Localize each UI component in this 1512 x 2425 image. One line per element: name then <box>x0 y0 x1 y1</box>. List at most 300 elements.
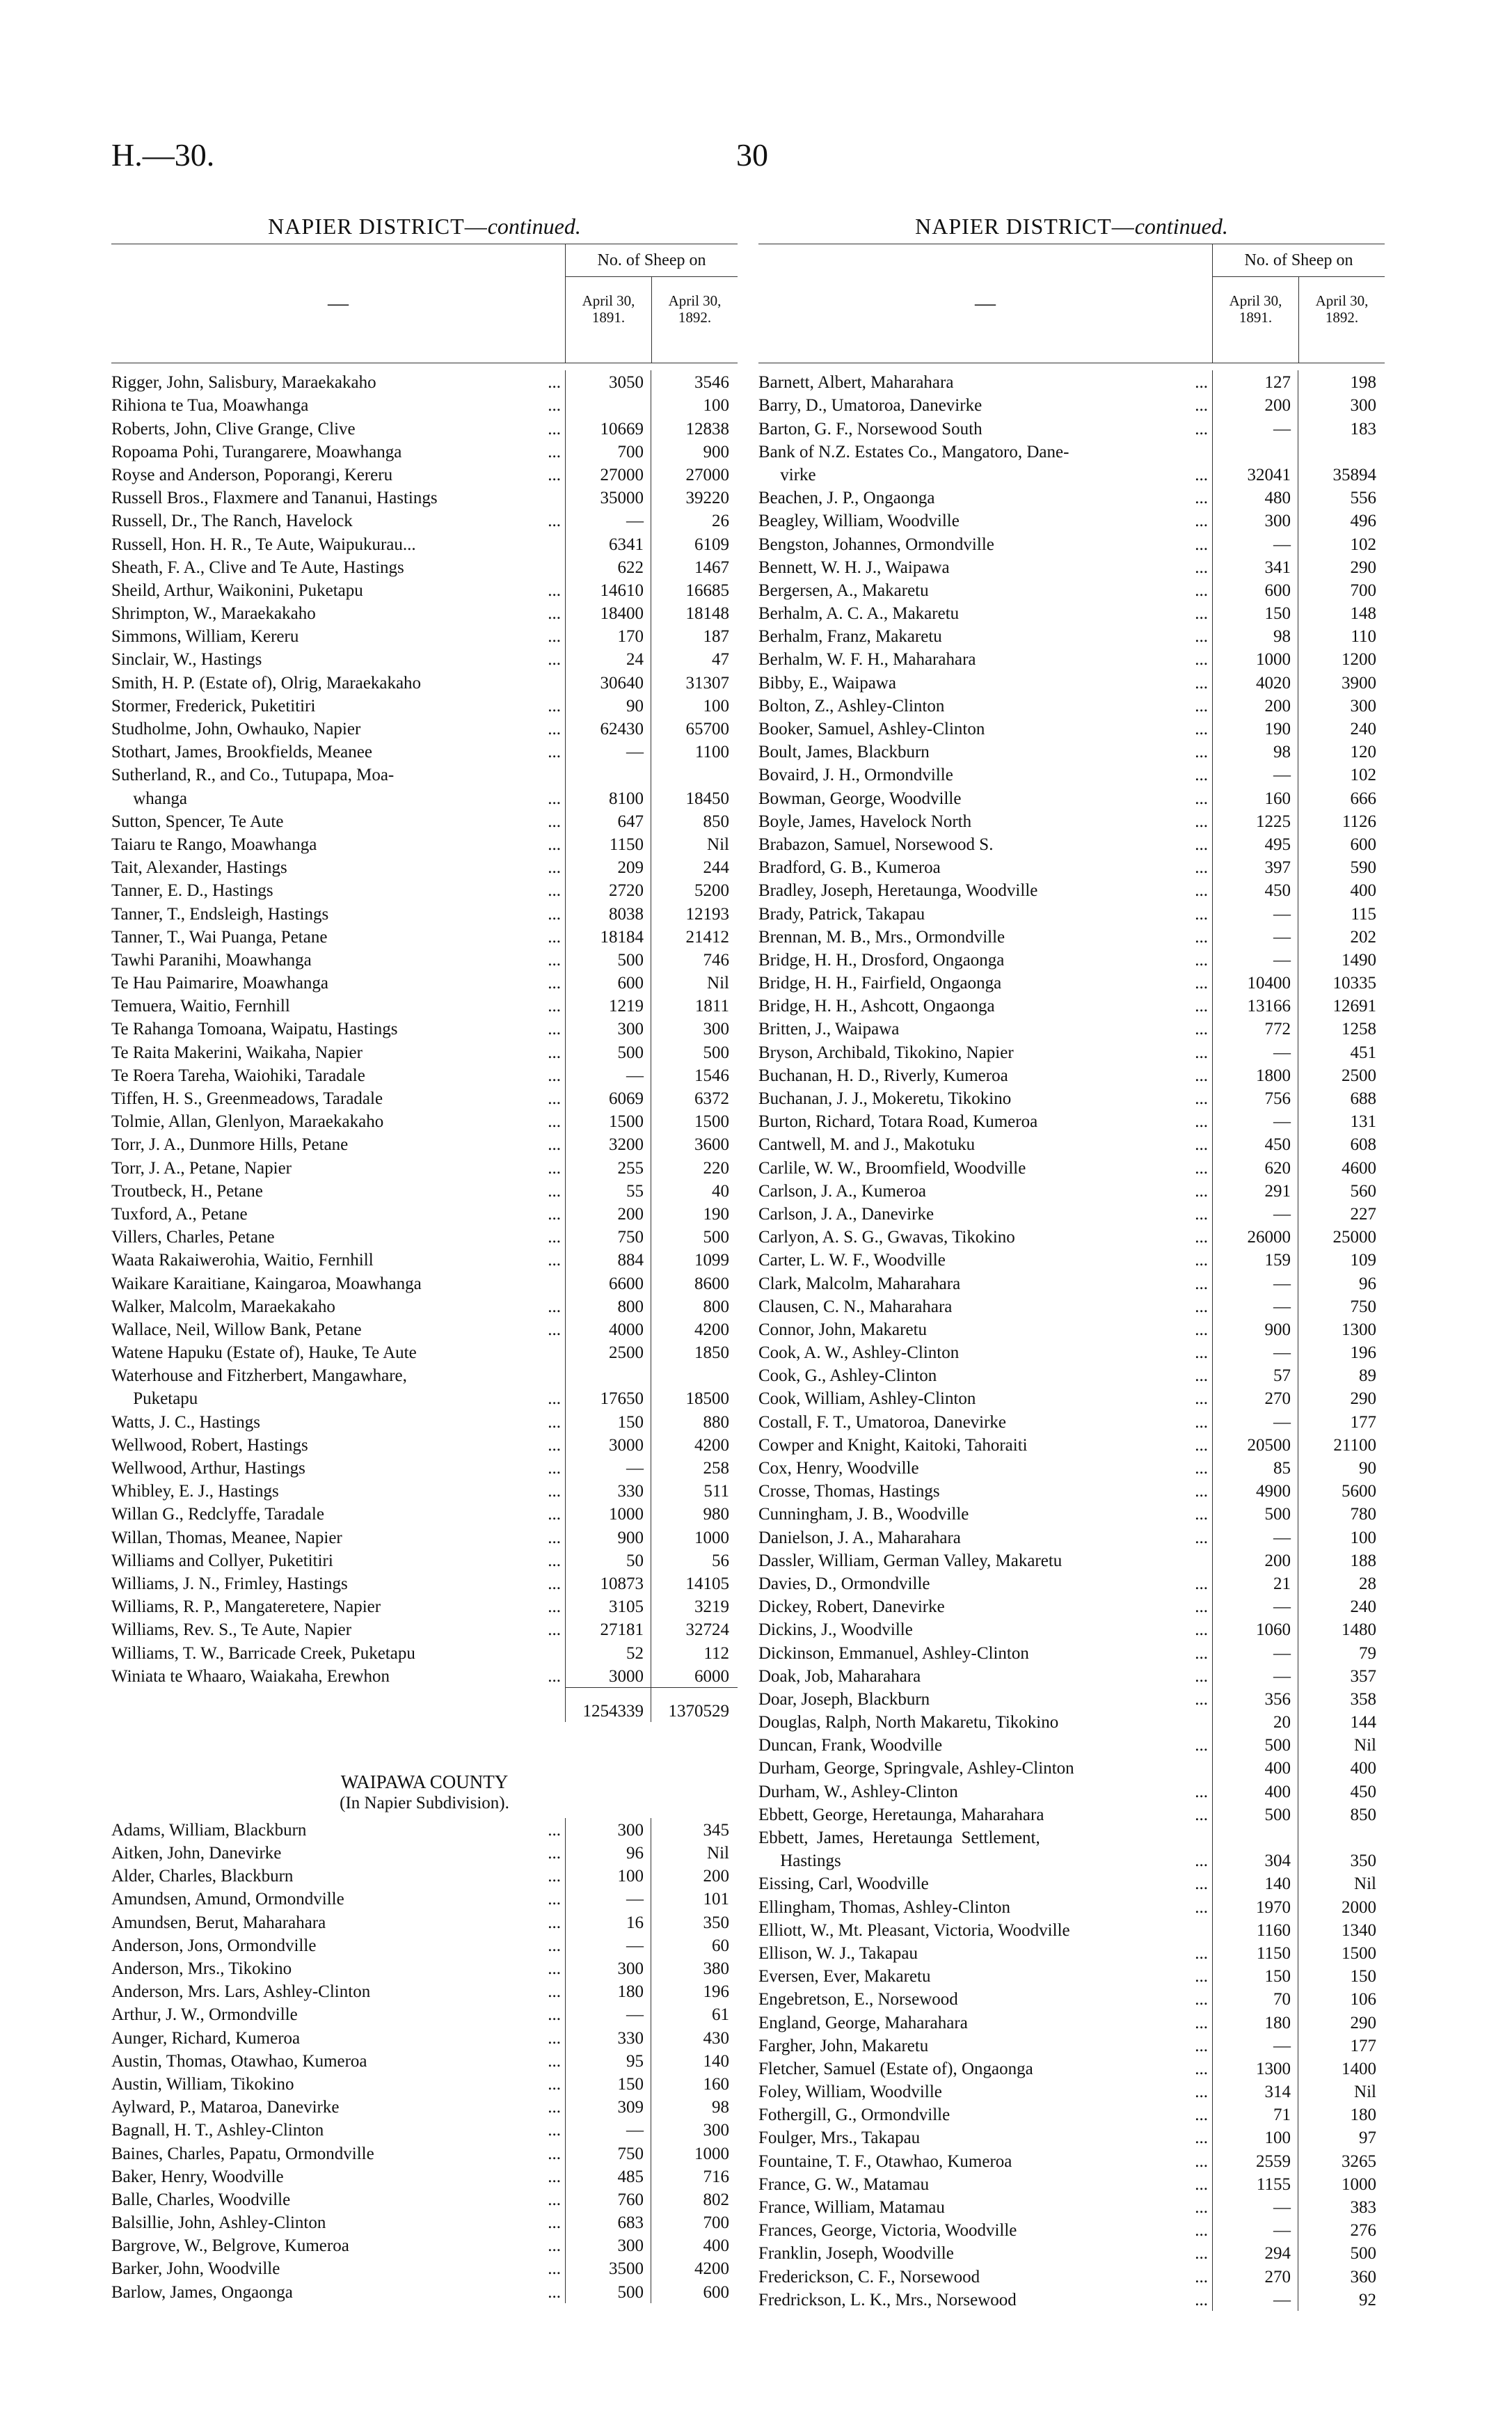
row-leader: ... <box>1195 1897 1208 1917</box>
row-value-1892: 400 <box>1298 878 1385 901</box>
row-value-1891: 500 <box>565 948 651 971</box>
row-name-text: Carlson, J. A., Kumeroa <box>758 1181 926 1201</box>
row-value-1892: 56 <box>651 1549 738 1572</box>
row-leader: ... <box>1195 904 1208 924</box>
row-value-1891: 27181 <box>565 1618 651 1641</box>
row-name <box>111 1065 565 1087</box>
row-name-text: Simmons, William, Kereru <box>111 627 299 647</box>
row-name <box>111 441 565 463</box>
row-name <box>758 1735 1212 1756</box>
row-name <box>758 1065 1212 1087</box>
row-value-1891: 300 <box>565 1818 651 1841</box>
table-row <box>111 901 738 924</box>
row-name-text: Williams and Collyer, Puketitiri <box>111 1551 333 1570</box>
row-value-1892: 600 <box>1298 832 1385 855</box>
row-leader: ... <box>1195 743 1208 762</box>
row-name <box>758 1619 1212 1641</box>
row-value-1891: 2559 <box>1212 2149 1298 2172</box>
row-value-1892: 10335 <box>1298 971 1385 994</box>
table-row <box>758 1595 1385 1618</box>
row-value-1891: 57 <box>1212 1364 1298 1387</box>
table-row <box>758 1271 1385 1294</box>
row-name-text: Austin, Thomas, Otawhao, Kumeroa <box>111 2051 367 2071</box>
row-leader: ... <box>548 1936 561 1955</box>
right-column-title <box>758 209 1385 244</box>
row-name <box>758 603 1212 624</box>
row-name <box>111 1158 565 1179</box>
row-name <box>111 1643 565 1664</box>
row-value-1891: 3500 <box>565 2257 651 2280</box>
table-row <box>111 1202 738 1225</box>
table-row <box>758 1017 1385 1040</box>
row-name <box>111 1912 565 1934</box>
table-row <box>758 393 1385 416</box>
row-name <box>111 718 565 740</box>
row-name <box>758 649 1212 670</box>
table-row <box>111 1595 738 1618</box>
row-name-text: France, G. W., Matamau <box>758 2174 930 2194</box>
row-value-1892: 1500 <box>1298 1941 1385 1964</box>
row-name <box>758 2151 1212 2172</box>
row-name <box>111 2096 565 2118</box>
row-value-1891: 20 <box>1212 1710 1298 1733</box>
row-name <box>758 1226 1212 1248</box>
table-row <box>111 1502 738 1525</box>
row-name <box>758 1712 1212 1733</box>
table-row <box>758 2218 1385 2241</box>
table-row <box>758 1826 1385 1849</box>
row-name-text: Bengston, Johannes, Ormondville <box>758 535 994 554</box>
row-value-1891: 291 <box>1212 1179 1298 1202</box>
row-name-text: Dassler, William, German Valley, Makaretu <box>758 1551 1063 1570</box>
row-name-text: Wallace, Neil, Willow Bank, Petane <box>111 1320 362 1339</box>
row-value-1891: 209 <box>565 855 651 878</box>
row-value-1892: 18148 <box>651 601 738 624</box>
row-value-1892: 1000 <box>651 1525 738 1548</box>
row-value-1892: 220 <box>651 1155 738 1178</box>
row-value-1892: 666 <box>1298 786 1385 809</box>
row-name-text: Anderson, Mrs. Lars, Ashley-Clinton <box>111 1982 371 2002</box>
row-value-1891: 16 <box>565 1910 651 1933</box>
row-value-1891: 1000 <box>1212 647 1298 670</box>
row-leader: ... <box>548 396 561 416</box>
left-title-continued: continued. <box>487 214 581 239</box>
row-leader: ... <box>1195 1597 1208 1617</box>
row-value-1891: 1800 <box>1212 1064 1298 1087</box>
row-leader: ... <box>1195 1574 1208 1593</box>
row-leader: ... <box>1195 1736 1208 1755</box>
row-value-1891: — <box>1212 1202 1298 1225</box>
row-value-1892: 5600 <box>1298 1479 1385 1502</box>
row-name <box>758 1342 1212 1364</box>
row-name <box>758 1319 1212 1341</box>
row-value-1892: 100 <box>1298 1525 1385 1548</box>
row-name-text: Tanner, T., Endsleigh, Hastings <box>111 904 329 924</box>
row-value-1891: 4000 <box>565 1318 651 1341</box>
row-value-1891: 90 <box>565 694 651 717</box>
row-value-1892: 350 <box>1298 1849 1385 1872</box>
row-leader: ... <box>1195 1505 1208 1524</box>
row-name <box>758 695 1212 717</box>
row-name-text: Durham, George, Springvale, Ashley-Clinton <box>758 1759 1074 1778</box>
row-name-text: Shrimpton, W., Maraekakaho <box>111 604 316 624</box>
row-value-1891: 35000 <box>565 486 651 509</box>
row-name-text: Tolmie, Allan, Glenlyon, Maraekakaho <box>111 1112 384 1132</box>
row-value-1892: 1480 <box>1298 1618 1385 1641</box>
row-value-1892: 177 <box>1298 1409 1385 1432</box>
row-value-1892: 258 <box>651 1456 738 1479</box>
row-leader: ... <box>1195 1135 1208 1155</box>
row-name-text: Carlile, W. W., Broomfield, Woodville <box>758 1158 1026 1178</box>
row-name <box>758 718 1212 740</box>
row-name-text: Smith, H. P. (Estate of), Olrig, Maraekakaho <box>111 673 422 693</box>
table-row <box>758 971 1385 994</box>
row-name <box>758 1042 1212 1064</box>
row-leader: ... <box>1195 1274 1208 1293</box>
table-row <box>111 1341 738 1364</box>
row-value-1891: 294 <box>1212 2241 1298 2264</box>
row-name <box>758 418 1212 440</box>
row-value-1892: 4200 <box>651 1318 738 1341</box>
row-name-text: Sutton, Spencer, Te Aute <box>111 812 284 831</box>
row-name <box>758 2012 1212 2034</box>
row-name <box>758 1527 1212 1549</box>
row-value-1892: 3265 <box>1298 2149 1385 2172</box>
row-leader: ... <box>1195 1066 1208 1085</box>
row-leader: ... <box>548 1297 561 1316</box>
row-leader: ... <box>548 812 561 831</box>
table-row <box>111 855 738 878</box>
row-value-1892: 560 <box>1298 1179 1385 1202</box>
row-name-text: Wellwood, Robert, Hastings <box>111 1435 308 1455</box>
table-row <box>758 948 1385 971</box>
row-value-1892: 1126 <box>1298 809 1385 832</box>
row-value-1892: 880 <box>651 1409 738 1432</box>
table-row <box>758 1849 1385 1872</box>
row-name-text: Tanner, T., Wai Puanga, Petane <box>111 927 328 947</box>
row-leader: ... <box>548 881 561 901</box>
table-row <box>111 878 738 901</box>
row-value-1892: 79 <box>1298 1641 1385 1664</box>
row-value-1891: 200 <box>565 1202 651 1225</box>
row-name <box>758 1458 1212 1479</box>
table-row <box>758 1941 1385 1964</box>
document-reference: H.—30. <box>111 137 215 173</box>
row-value-1891: 356 <box>1212 1687 1298 1710</box>
row-value-1892: 110 <box>1298 624 1385 647</box>
table-row <box>111 1387 738 1409</box>
row-value-1891 <box>1212 440 1298 463</box>
row-leader: ... <box>548 1620 561 1640</box>
right-col-1892-header: April 30, 1892. <box>1298 277 1385 363</box>
row-leader: ... <box>1195 650 1208 670</box>
row-value-1892: 60 <box>651 1934 738 1957</box>
row-value-1892: 4200 <box>651 1433 738 1456</box>
row-name <box>758 1249 1212 1271</box>
row-value-1891: 255 <box>565 1155 651 1178</box>
row-value-1891: 1500 <box>565 1109 651 1132</box>
right-sheep-header: No. of Sheep on <box>1213 244 1385 277</box>
row-leader: ... <box>548 2051 561 2071</box>
row-value-1891: 180 <box>1212 2010 1298 2033</box>
row-name <box>111 557 565 578</box>
right-title-continued: continued. <box>1134 214 1228 239</box>
left-title-main: NAPIER DISTRICT— <box>268 214 488 239</box>
table-row <box>111 717 738 740</box>
table-row <box>758 1895 1385 1918</box>
row-name <box>758 1897 1212 1918</box>
row-value-1891: 159 <box>1212 1248 1298 1271</box>
left-total-1891: 1254339 <box>565 1687 651 1722</box>
row-value-1892: 345 <box>651 1818 738 1841</box>
row-name <box>758 949 1212 971</box>
row-value-1892: 590 <box>1298 855 1385 878</box>
row-value-1891: 700 <box>565 440 651 463</box>
row-value-1892: 608 <box>1298 1132 1385 1155</box>
row-name <box>111 603 565 624</box>
row-leader: ... <box>1195 673 1208 693</box>
row-leader: ... <box>548 1913 561 1932</box>
row-name-text: Bridge, H. H., Fairfield, Ongaonga <box>758 974 1002 993</box>
row-name-text: Watts, J. C., Hastings <box>111 1412 260 1432</box>
row-name <box>111 1042 565 1064</box>
row-leader: ... <box>548 1389 561 1409</box>
row-leader: ... <box>1195 1620 1208 1640</box>
row-leader: ... <box>548 419 561 439</box>
table-row <box>758 1525 1385 1548</box>
row-value-1891: 17650 <box>565 1387 651 1409</box>
row-leader: ... <box>1195 881 1208 901</box>
row-name-text: Davies, D., Ormondville <box>758 1574 930 1593</box>
row-value-1892: 90 <box>1298 1456 1385 1479</box>
row-name-text: Balsillie, John, Ashley-Clinton <box>111 2213 326 2233</box>
row-leader: ... <box>1195 835 1208 854</box>
table-row <box>758 624 1385 647</box>
row-name-text: Tait, Alexander, Hastings <box>111 858 287 878</box>
row-name-text: Carlyon, A. S. G., Gwavas, Tikokino <box>758 1228 1015 1247</box>
table-row <box>111 1132 738 1155</box>
row-leader: ... <box>548 1320 561 1339</box>
table-row <box>111 832 738 855</box>
row-value-1891: 1150 <box>1212 1941 1298 1964</box>
table-row <box>758 2057 1385 2080</box>
row-value-1891: 760 <box>565 2188 651 2211</box>
table-row <box>758 1502 1385 1525</box>
row-value-1892: 1490 <box>1298 948 1385 971</box>
row-name <box>111 2166 565 2188</box>
row-value-1891: 13166 <box>1212 994 1298 1017</box>
row-name-text: Doak, Job, Maharahara <box>758 1666 921 1686</box>
row-value-1892: 21100 <box>1298 1433 1385 1456</box>
row-name-text: Sutherland, R., and Co., Tutupapa, Moa- <box>111 766 395 785</box>
row-value-1891: 397 <box>1212 855 1298 878</box>
row-name-text: Barnett, Albert, Maharahara <box>758 373 954 393</box>
row-value-1892: 198 <box>1298 370 1385 393</box>
table-row <box>111 509 738 532</box>
row-leader: ... <box>548 1959 561 1978</box>
table-row <box>111 1980 738 2003</box>
row-leader: ... <box>548 1020 561 1039</box>
row-value-1892: Nil <box>1298 1733 1385 1756</box>
row-leader: ... <box>1195 858 1208 878</box>
row-name-text: Cantwell, M. and J., Makotuku <box>758 1135 976 1155</box>
table-row <box>111 1456 738 1479</box>
row-value-1892: Nil <box>651 832 738 855</box>
row-value-1891: — <box>1212 532 1298 555</box>
row-leader: ... <box>1195 2083 1208 2102</box>
table-row <box>111 1957 738 1980</box>
row-value-1891: 127 <box>1212 370 1298 393</box>
table-row <box>111 2141 738 2164</box>
row-value-1891: 750 <box>565 1225 651 1248</box>
row-value-1891: 756 <box>1212 1087 1298 1109</box>
row-name-text: Russell Bros., Flaxmere and Tananui, Hastings <box>111 489 438 508</box>
row-leader: ... <box>1195 1482 1208 1501</box>
row-name <box>111 1273 565 1295</box>
row-value-1891: 3050 <box>565 370 651 393</box>
row-value-1892: 300 <box>1298 393 1385 416</box>
row-value-1892: 290 <box>1298 2010 1385 2033</box>
row-name <box>758 926 1212 948</box>
row-name <box>111 857 565 878</box>
row-name <box>111 1981 565 2003</box>
row-value-1892: 1500 <box>651 1109 738 1132</box>
table-row <box>111 1934 738 1957</box>
row-value-1891: 96 <box>565 1841 651 1864</box>
row-name-text: Barlow, James, Ongaonga <box>111 2282 293 2302</box>
row-value-1891: 170 <box>565 624 651 647</box>
row-value-1892: 3900 <box>1298 670 1385 693</box>
row-name-text: Torr, J. A., Petane, Napier <box>111 1158 292 1178</box>
row-leader: ... <box>548 2028 561 2048</box>
row-name <box>758 1365 1212 1387</box>
row-leader: ... <box>1195 1204 1208 1224</box>
row-leader: ... <box>1195 535 1208 554</box>
table-row <box>758 1318 1385 1341</box>
row-name-text: virke <box>758 465 816 484</box>
row-value-1891: — <box>565 1064 651 1087</box>
row-value-1892: 2500 <box>1298 1064 1385 1087</box>
waipawa-county-title: WAIPAWA COUNTY <box>340 1771 509 1792</box>
row-name-text: Studholme, John, Owhauko, Napier <box>111 720 361 738</box>
left-total-1892: 1370529 <box>651 1687 738 1722</box>
row-leader: ... <box>548 512 561 531</box>
row-leader: ... <box>548 1412 561 1432</box>
table-row <box>758 1295 1385 1318</box>
left-column <box>111 209 738 2303</box>
row-name <box>111 2282 565 2303</box>
row-name <box>111 695 565 717</box>
row-name-text: Stothart, James, Brookfields, Meanee <box>111 743 372 762</box>
row-value-1891 <box>565 393 651 416</box>
row-name-text: Bargrove, W., Belgrove, Kumeroa <box>111 2236 349 2256</box>
row-value-1891: — <box>1212 1341 1298 1364</box>
row-value-1892: 980 <box>651 1502 738 1525</box>
row-name <box>758 1388 1212 1409</box>
row-leader: ... <box>548 858 561 878</box>
row-value-1891: 1970 <box>1212 1895 1298 1918</box>
row-name-text: Royse and Anderson, Poporangi, Kereru <box>111 465 393 484</box>
row-value-1892: 500 <box>651 1225 738 1248</box>
row-name-text: Fountaine, T. F., Otawhao, Kumeroa <box>758 2151 1012 2171</box>
row-name <box>111 1819 565 1841</box>
table-row <box>758 2264 1385 2287</box>
row-value-1892: 430 <box>651 2025 738 2048</box>
row-value-1892: 496 <box>1298 509 1385 532</box>
table-row <box>111 2188 738 2211</box>
row-value-1892: 140 <box>651 2049 738 2072</box>
row-name <box>111 395 565 416</box>
row-name <box>111 880 565 901</box>
table-row <box>758 1109 1385 1132</box>
row-name-text: Buchanan, H. D., Riverly, Kumeroa <box>758 1066 1008 1085</box>
table-row <box>758 2103 1385 2126</box>
row-name <box>111 1203 565 1225</box>
row-value-1892: 39220 <box>651 486 738 509</box>
row-leader: ... <box>548 720 561 738</box>
row-leader: ... <box>548 650 561 670</box>
row-name <box>758 487 1212 509</box>
row-leader: ... <box>548 1181 561 1201</box>
table-row <box>758 994 1385 1017</box>
row-value-1892: 300 <box>651 1017 738 1040</box>
row-name-text: Duncan, Frank, Woodville <box>758 1736 943 1755</box>
table-row <box>111 1887 738 1910</box>
row-name-text: Te Rahanga Tomoana, Waipatu, Hastings <box>111 1020 398 1039</box>
row-leader: ... <box>1195 812 1208 831</box>
row-leader: ... <box>1195 789 1208 808</box>
row-leader: ... <box>548 997 561 1016</box>
table-row <box>111 1225 738 1248</box>
table-row <box>111 486 738 509</box>
row-name <box>758 1088 1212 1109</box>
row-value-1892: 380 <box>651 1957 738 1980</box>
table-row <box>758 1087 1385 1109</box>
row-name <box>758 2266 1212 2288</box>
row-value-1892: 144 <box>1298 1710 1385 1733</box>
row-value-1892: 3546 <box>651 370 738 393</box>
row-value-1891: 500 <box>1212 1502 1298 1525</box>
row-name <box>111 1842 565 1864</box>
row-value-1892: 47 <box>651 647 738 670</box>
row-name-text: Eversen, Ever, Makaretu <box>758 1967 931 1986</box>
row-name-text: Bagnall, H. T., Ashley-Clinton <box>111 2121 324 2140</box>
table-row <box>758 2241 1385 2264</box>
row-name-text: Elliott, W., Mt. Pleasant, Victoria, Woodville <box>758 1920 1070 1940</box>
table-row <box>758 601 1385 624</box>
row-leader: ... <box>1195 1343 1208 1363</box>
row-leader: ... <box>1195 720 1208 738</box>
row-value-1891: 309 <box>565 2095 651 2118</box>
row-name-text: Bibby, E., Waipawa <box>758 673 896 693</box>
table-row <box>111 1618 738 1641</box>
row-name <box>111 1666 565 1687</box>
row-value-1891: 100 <box>565 1864 651 1887</box>
row-leader: ... <box>1195 1320 1208 1339</box>
left-col-1891-header: April 30, 1891. <box>582 292 635 326</box>
row-value-1891: 500 <box>565 2280 651 2302</box>
table-row <box>111 1318 738 1341</box>
row-leader: ... <box>548 1459 561 1478</box>
row-leader: ... <box>1195 696 1208 716</box>
row-name-text: Williams, Rev. S., Te Aute, Napier <box>111 1620 352 1640</box>
row-name <box>758 464 1212 486</box>
row-name-text: Waikare Karaitiane, Kaingaroa, Moawhanga <box>111 1274 422 1293</box>
row-leader: ... <box>548 789 561 808</box>
row-name-text: Torr, J. A., Dunmore Hills, Petane <box>111 1135 349 1155</box>
row-value-1892: 600 <box>651 2280 738 2302</box>
row-name-text: Engebretson, E., Norsewood <box>758 1990 958 2009</box>
